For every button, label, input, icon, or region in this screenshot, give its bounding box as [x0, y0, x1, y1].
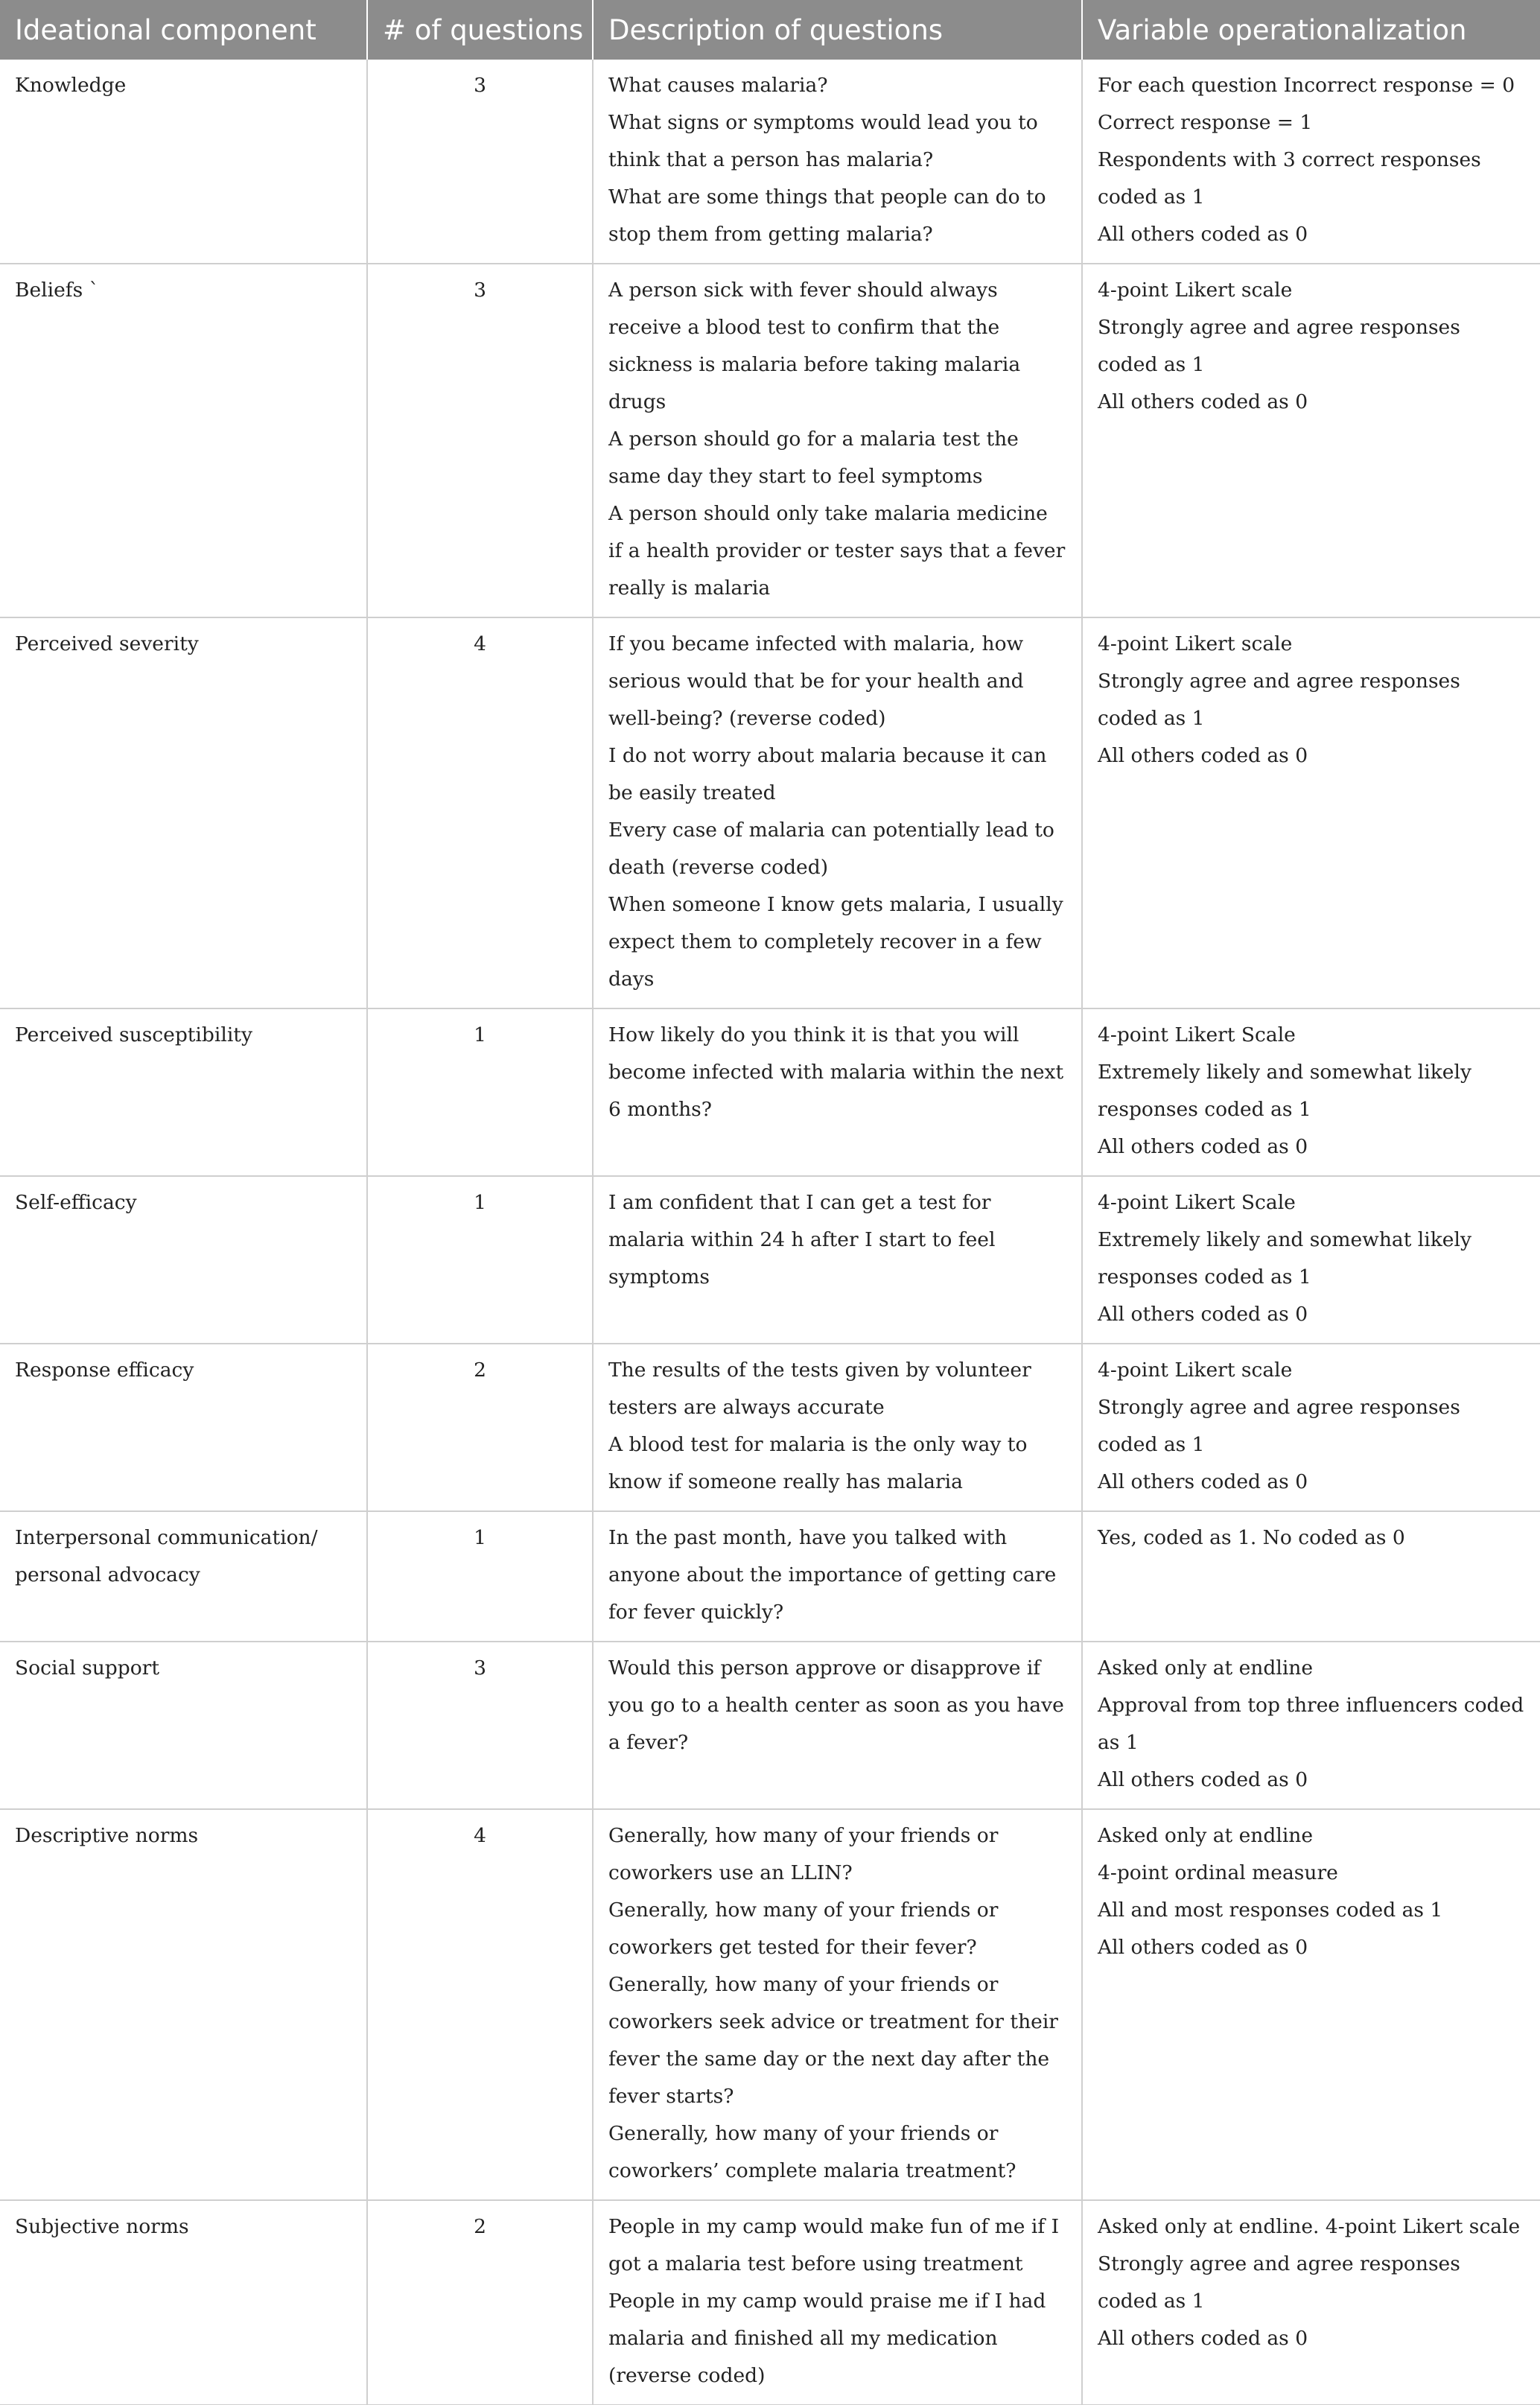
- operationalization-text: 4-point Likert scale: [1098, 1359, 1293, 1382]
- question-count-cell: 3: [367, 60, 593, 264]
- header-ideational-component: Ideational component: [0, 0, 367, 60]
- component-cell: Response efficacy: [0, 1344, 367, 1511]
- operationalization-text: All others coded as 0: [1098, 1135, 1308, 1158]
- question-text: Every case of malaria can potentially lead to death (reverse coded): [608, 819, 1054, 879]
- table-row: [0, 617, 1540, 1008]
- component-cell: Subjective norms: [0, 2200, 367, 2405]
- component-cell: Perceived susceptibility: [0, 1008, 367, 1176]
- operationalization-text: 4-point Likert Scale: [1098, 1191, 1296, 1214]
- operationalization-text: 4-point Likert scale: [1098, 279, 1293, 302]
- header-question-count: # of questions: [367, 0, 593, 60]
- operationalization-text: Respondents with 3 correct responses coded as 1: [1098, 148, 1481, 209]
- operationalization-text: All and most responses coded as 1: [1098, 1899, 1443, 1922]
- questions-cell: [593, 1008, 1082, 1176]
- component-cell: Perceived severity: [0, 617, 367, 1008]
- question-count-cell: 1: [367, 1008, 593, 1176]
- question-text: People in my camp would praise me if I had malaria and finished all my medication (reverse coded): [608, 2290, 1046, 2387]
- component-cell: Self-efficacy: [0, 1176, 367, 1344]
- operationalization-cell: [1082, 264, 1540, 617]
- question-text: A person should go for a malaria test the same day they start to feel symptoms: [608, 428, 1019, 488]
- component-cell: Beliefs `: [0, 264, 367, 617]
- question-count-cell: 4: [367, 617, 593, 1008]
- question-text: In the past month, have you talked with anyone about the importance of getting care for fever quickly?: [608, 1526, 1057, 1624]
- component-cell: Descriptive norms: [0, 1809, 367, 2200]
- question-text: What are some things that people can do to stop them from getting malaria?: [608, 185, 1046, 246]
- operationalization-cell: [1082, 1344, 1540, 1511]
- questions-cell: [593, 617, 1082, 1008]
- table-body: [0, 60, 1540, 2405]
- question-text: I am confident that I can get a test for malaria within 24 h after I start to feel symptoms: [608, 1191, 996, 1289]
- operationalization-text: Strongly agree and agree responses coded as 1: [1098, 2252, 1460, 2313]
- operationalization-text: All others coded as 0: [1098, 1303, 1308, 1326]
- questions-cell: [593, 1511, 1082, 1642]
- operationalization-cell: [1082, 60, 1540, 264]
- question-count-cell: 4: [367, 1809, 593, 2200]
- question-text: Generally, how many of your friends or coworkers get tested for their fever?: [608, 1899, 999, 1959]
- operationalization-text: Extremely likely and somewhat likely responses coded as 1: [1098, 1061, 1471, 1121]
- question-text: A person should only take malaria medicine if a health provider or tester says that a fever really is malaria: [608, 502, 1066, 600]
- header-description: Description of questions: [593, 0, 1082, 60]
- question-text: What signs or symptoms would lead you to think that a person has malaria?: [608, 111, 1038, 171]
- question-text: The results of the tests given by volunteer testers are always accurate: [608, 1359, 1031, 1419]
- question-text: I do not worry about malaria because it can be easily treated: [608, 744, 1047, 804]
- header-row: [0, 0, 1540, 60]
- operationalization-text: All others coded as 0: [1098, 744, 1308, 767]
- operationalization-cell: [1082, 1176, 1540, 1344]
- operationalization-text: 4-point ordinal measure: [1098, 1861, 1338, 1884]
- operationalization-text: Approval from top three influencers coded as 1: [1098, 1694, 1524, 1754]
- operationalization-cell: [1082, 1809, 1540, 2200]
- question-text: Generally, how many of your friends or coworkers’ complete malaria treatment?: [608, 2122, 1016, 2182]
- operationalization-text: All others coded as 0: [1098, 390, 1308, 413]
- operationalization-text: Asked only at endline. 4-point Likert scale: [1098, 2215, 1521, 2238]
- operationalization-text: 4-point Likert Scale: [1098, 1023, 1296, 1046]
- operationalization-text: All others coded as 0: [1098, 1470, 1308, 1493]
- operationalization-text: Strongly agree and agree responses coded as 1: [1098, 316, 1460, 376]
- operationalization-text: Strongly agree and agree responses coded as 1: [1098, 670, 1460, 730]
- table-row: [0, 1344, 1540, 1511]
- questions-cell: [593, 1809, 1082, 2200]
- question-text: A person sick with fever should always receive a blood test to confirm that the sickness is malaria before taking malaria drugs: [608, 279, 1021, 413]
- table-row: [0, 1008, 1540, 1176]
- question-count-cell: 3: [367, 264, 593, 617]
- question-text: When someone I know gets malaria, I usually expect them to completely recover in a few days: [608, 893, 1063, 991]
- questions-cell: [593, 264, 1082, 617]
- component-cell: Interpersonal communication/ personal advocacy: [0, 1511, 367, 1642]
- operationalization-cell: [1082, 1008, 1540, 1176]
- table-row: [0, 1642, 1540, 1809]
- header-operationalization: Variable operationalization: [1082, 0, 1540, 60]
- operationalization-text: All others coded as 0: [1098, 2327, 1308, 2350]
- questions-cell: [593, 2200, 1082, 2405]
- component-cell: Knowledge: [0, 60, 367, 264]
- question-text: If you became infected with malaria, how serious would that be for your health and well-being? (reverse coded): [608, 632, 1024, 730]
- table-row: [0, 1809, 1540, 2200]
- question-text: What causes malaria?: [608, 74, 828, 97]
- component-cell: Social support: [0, 1642, 367, 1809]
- questions-cell: [593, 1176, 1082, 1344]
- question-text: A blood test for malaria is the only way to know if someone really has malaria: [608, 1433, 1028, 1493]
- operationalization-cell: [1082, 617, 1540, 1008]
- question-count-cell: 1: [367, 1511, 593, 1642]
- table-row: [0, 1511, 1540, 1642]
- table-row: [0, 264, 1540, 617]
- operationalization-text: Strongly agree and agree responses coded as 1: [1098, 1396, 1460, 1456]
- operationalization-text: For each question Incorrect response = 0 Correct response = 1: [1098, 74, 1515, 134]
- question-text: Would this person approve or disapprove if you go to a health center as soon as you have a fever?: [608, 1656, 1064, 1754]
- table-header: [0, 0, 1540, 60]
- operationalization-text: All others coded as 0: [1098, 223, 1308, 246]
- question-count-cell: 2: [367, 2200, 593, 2405]
- table-row: [0, 2200, 1540, 2405]
- operationalization-text: All others coded as 0: [1098, 1936, 1308, 1959]
- operationalization-text: All others coded as 0: [1098, 1768, 1308, 1791]
- question-count-cell: 1: [367, 1176, 593, 1344]
- operationalization-text: Yes, coded as 1. No coded as 0: [1098, 1526, 1405, 1549]
- table-row: [0, 1176, 1540, 1344]
- question-text: Generally, how many of your friends or coworkers use an LLIN?: [608, 1824, 999, 1884]
- operationalization-text: Asked only at endline: [1098, 1656, 1314, 1680]
- operationalization-text: Extremely likely and somewhat likely responses coded as 1: [1098, 1228, 1471, 1289]
- questions-cell: [593, 1642, 1082, 1809]
- table-row: [0, 60, 1540, 264]
- question-count-cell: 2: [367, 1344, 593, 1511]
- question-text: How likely do you think it is that you will become infected with malaria within the next 6 months?: [608, 1023, 1064, 1121]
- questions-cell: [593, 60, 1082, 264]
- operationalization-cell: [1082, 2200, 1540, 2405]
- operationalization-cell: [1082, 1511, 1540, 1642]
- operationalization-text: Asked only at endline: [1098, 1824, 1314, 1847]
- question-count-cell: 3: [367, 1642, 593, 1809]
- operationalization-cell: [1082, 1642, 1540, 1809]
- question-text: Generally, how many of your friends or coworkers seek advice or treatment for their fever the same day or the next day after the fever starts?: [608, 1973, 1058, 2108]
- operationalization-text: 4-point Likert scale: [1098, 632, 1293, 655]
- questions-cell: [593, 1344, 1082, 1511]
- question-text: People in my camp would make fun of me if I got a malaria test before using treatment: [608, 2215, 1060, 2275]
